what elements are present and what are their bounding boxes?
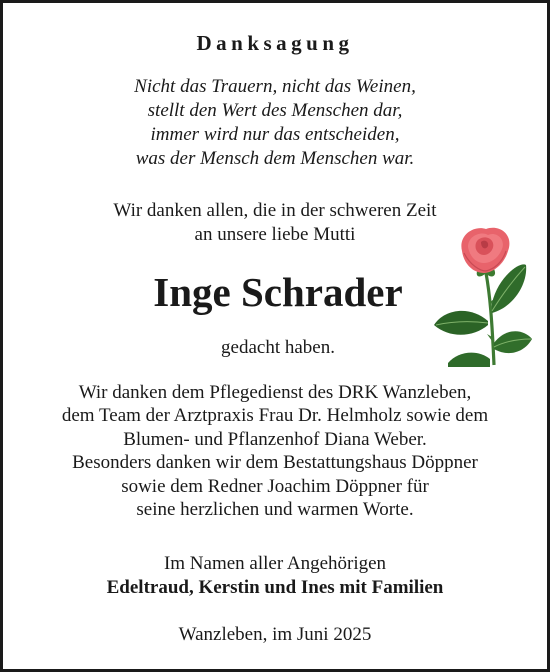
rose-image bbox=[428, 225, 532, 367]
place-date: Wanzleben, im Juni 2025 bbox=[178, 624, 372, 645]
poem-line: immer wird nur das entscheiden, bbox=[150, 124, 400, 145]
intro-line: an unsere liebe Mutti bbox=[194, 224, 356, 245]
deceased-name: Inge Schrader bbox=[153, 269, 403, 315]
poem-line: was der Mensch dem Menschen war. bbox=[135, 148, 415, 169]
poem-line: Nicht das Trauern, nicht das Weinen, bbox=[134, 76, 416, 97]
intro-line: Wir danken allen, die in der schweren Zeit bbox=[113, 200, 437, 221]
closing-line: Im Namen aller Angehörigen bbox=[163, 553, 387, 574]
thanks-line: Blumen- und Pflanzenhof Diana Weber. bbox=[123, 428, 427, 450]
thanks-line: sowie dem Redner Joachim Döppner für bbox=[121, 475, 429, 497]
thanks-line: seine herzlichen und warmen Worte. bbox=[136, 499, 414, 521]
thanks-line: Wir danken dem Pflegedienst des DRK Wanzleben, bbox=[78, 382, 472, 403]
thanks-line: Besonders danken wir dem Bestattungshaus Döppner bbox=[72, 452, 478, 474]
thanks-line: dem Team der Arztpraxis Frau Dr. Helmholz sowie dem bbox=[61, 405, 489, 427]
after-name-text: gedacht haben. bbox=[221, 337, 335, 358]
family-names: Edeltraud, Kerstin und Ines mit Familien bbox=[106, 577, 444, 598]
closing-block bbox=[3, 552, 547, 600]
memorial-poem bbox=[3, 75, 547, 171]
poem-line: stellt den Wert des Menschen dar, bbox=[147, 100, 403, 121]
notice-heading: Danksagung bbox=[196, 31, 354, 55]
thanks-text bbox=[3, 381, 547, 521]
